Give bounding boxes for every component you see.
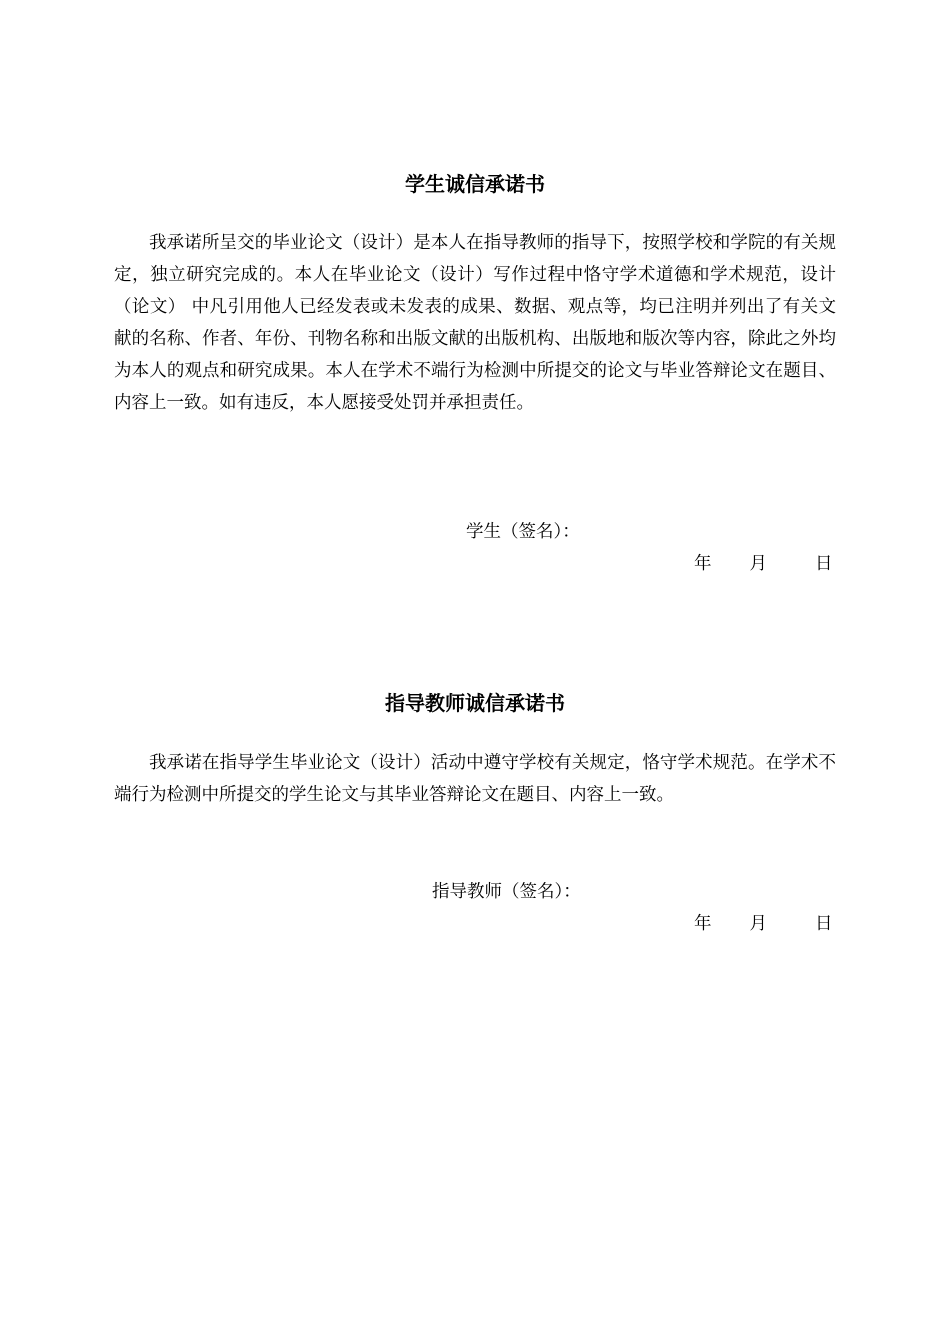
student-pledge-title: 学生诚信承诺书 [405, 172, 545, 196]
advisor-pledge-body: 我承诺在指导学生毕业论文（设计）活动中遵守学校有关规定，恪守学术规范。在学术不端行为检测中所提交的学生论文与其毕业答辩论文在题目、内容上一致。 [114, 753, 836, 805]
advisor-date-day: 日 [815, 914, 833, 934]
student-signature-label: 学生（签名）： [466, 522, 580, 542]
student-pledge-section [114, 168, 836, 197]
student-date-year: 年 [694, 554, 712, 574]
advisor-pledge-body-block [114, 747, 836, 811]
advisor-date-month: 月 [749, 914, 767, 934]
advisor-signature-label: 指导教师（签名）： [432, 882, 581, 902]
advisor-pledge-title: 指导教师诚信承诺书 [385, 691, 565, 715]
advisor-pledge-section [114, 687, 836, 716]
student-date-month: 月 [749, 554, 767, 574]
advisor-date-year: 年 [694, 914, 712, 934]
student-date-line [694, 550, 833, 575]
student-date-day: 日 [815, 554, 833, 574]
advisor-date-line [694, 910, 833, 935]
student-pledge-body-block [114, 227, 836, 419]
student-pledge-body: 我承诺所呈交的毕业论文（设计）是本人在指导教师的指导下，按照学校和学院的有关规定，独立研究完成的。本人在毕业论文（设计）写作过程中恪守学术道德和学术规范，设计（论文） 中凡引用他人已经发表或未发表的成果、数据、观点等，均已注明并列出了有关文献的名称、作者、年份、刊物名称和出版文献的出版机构、出版地和版次等内容，除此之外均为本人的观点和研究成果。本人在学术不端行为检测中所提交的论文与毕业答辩论文在题目、内容上一致。如有违反，本人愿接受处罚并承担责任。 [114, 233, 836, 413]
